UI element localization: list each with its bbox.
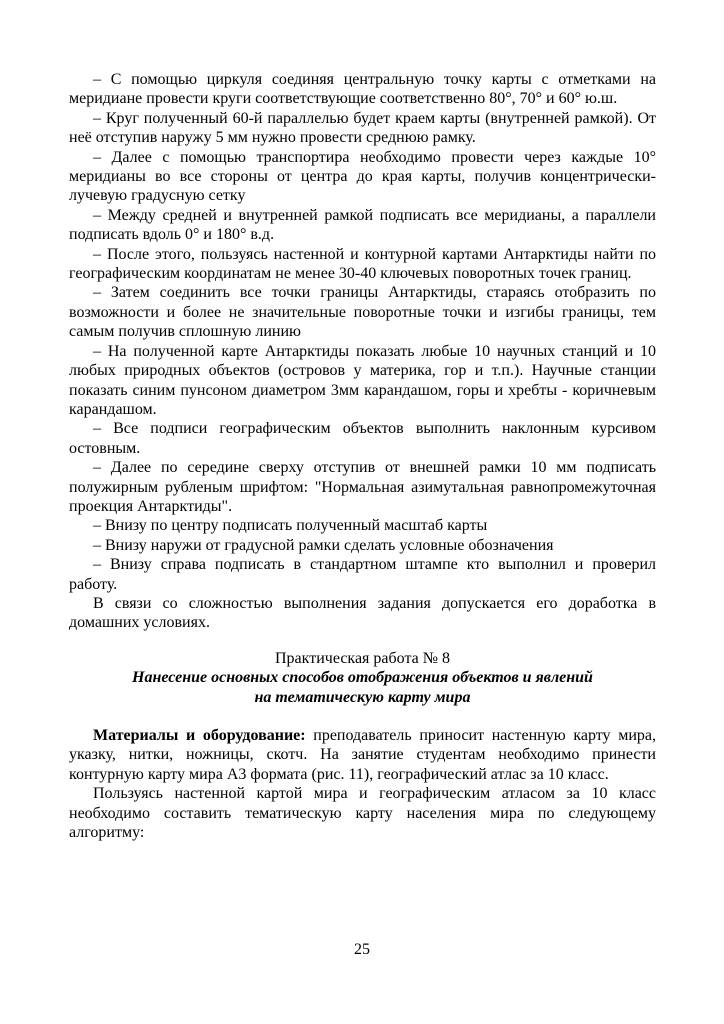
paragraph-legend: – Внизу наружи от градусной рамки сделать условные обозначения	[93, 536, 554, 554]
materials-paragraph	[69, 726, 656, 784]
section-title-line2: на тематическую карту мира	[254, 688, 471, 706]
section-number: Практическая работа № 8	[275, 649, 450, 667]
body-text	[69, 70, 656, 842]
paragraph-meridians: – Далее с помощью транспортира необходимо провести через каждые 10° меридианы во все стороны от центра до края карты, получив концентрически-лучевую градусную сетку	[69, 148, 656, 205]
paragraph-circles: – С помощью циркуля соединяя центральную точку карты с отметками на меридиане провести круги соответствующие соответственно 80°, 70° и 60° ю.ш.	[69, 71, 656, 108]
task-paragraph: Пользуясь настенной картой мира и географическим атласом за 10 класс необходимо составить тематическую карту населения мира по следующему алгоритму:	[69, 785, 656, 842]
paragraph-stations: – На полученной карте Антарктиды показать любые 10 научных станций и 10 любых природных объектов (островов у материка, гор и т.п.). Научные станции показать синим пунсоном диаметром 3мм карандашом, горы и хребты - коричневым карандашом.	[69, 342, 656, 418]
paragraph-border-points: – После этого, пользуясь настенной и контурной картами Антарктиды найти по географическим координатам не менее 30-40 ключевых поворотных точек границ.	[69, 245, 656, 283]
section-title-line1: Нанесение основных способов отображения объектов и явлений	[132, 669, 593, 687]
materials-label: Материалы и оборудование:	[93, 727, 306, 744]
paragraph-scale: – Внизу по центру подписать полученный масштаб карты	[93, 517, 488, 535]
paragraph-labels: – Между средней и внутренней рамкой подписать все меридианы, а параллели подписать вдоль 0° и 180° в.д.	[69, 206, 656, 244]
paragraph-stamp: – Внизу справа подписать в стандартном штампе кто выполнил и проверил работу.	[69, 556, 656, 593]
paragraph-connect-points: – Затем соединить все точки границы Антарктиды, стараясь отобразить по возможности и более не значительные поворотные точки и изгибы границы, тем самым получив сплошную линию	[69, 284, 656, 341]
materials-text: преподаватель приносит настенную карту мира, указку, нитки, ножницы, скотч. На занятие студентам необходимо принести контурную карту мира А3 формата (рис. 11), географический атлас за 10 класс.	[69, 727, 656, 783]
paragraph-homework: В связи со сложностью выполнения задания допускается его доработка в домашних условиях.	[69, 594, 656, 632]
paragraph-title-label: – Далее по середине сверху отступив от внешней рамки 10 мм подписать полужирным рубленым шрифтом: "Нормальная азимутальная равнопромежуточная проекция Антарктиды".	[69, 459, 656, 515]
page-number: 25	[354, 941, 370, 958]
paragraph-frame: – Круг полученный 60-й параллелью будет краем карты (внутренней рамкой). От неё отступив наружу 5 мм нужно провести среднюю рамку.	[69, 109, 656, 147]
paragraph-italic-labels: – Все подписи географическим объектов выполнить наклонным курсивом остовным.	[69, 420, 656, 457]
